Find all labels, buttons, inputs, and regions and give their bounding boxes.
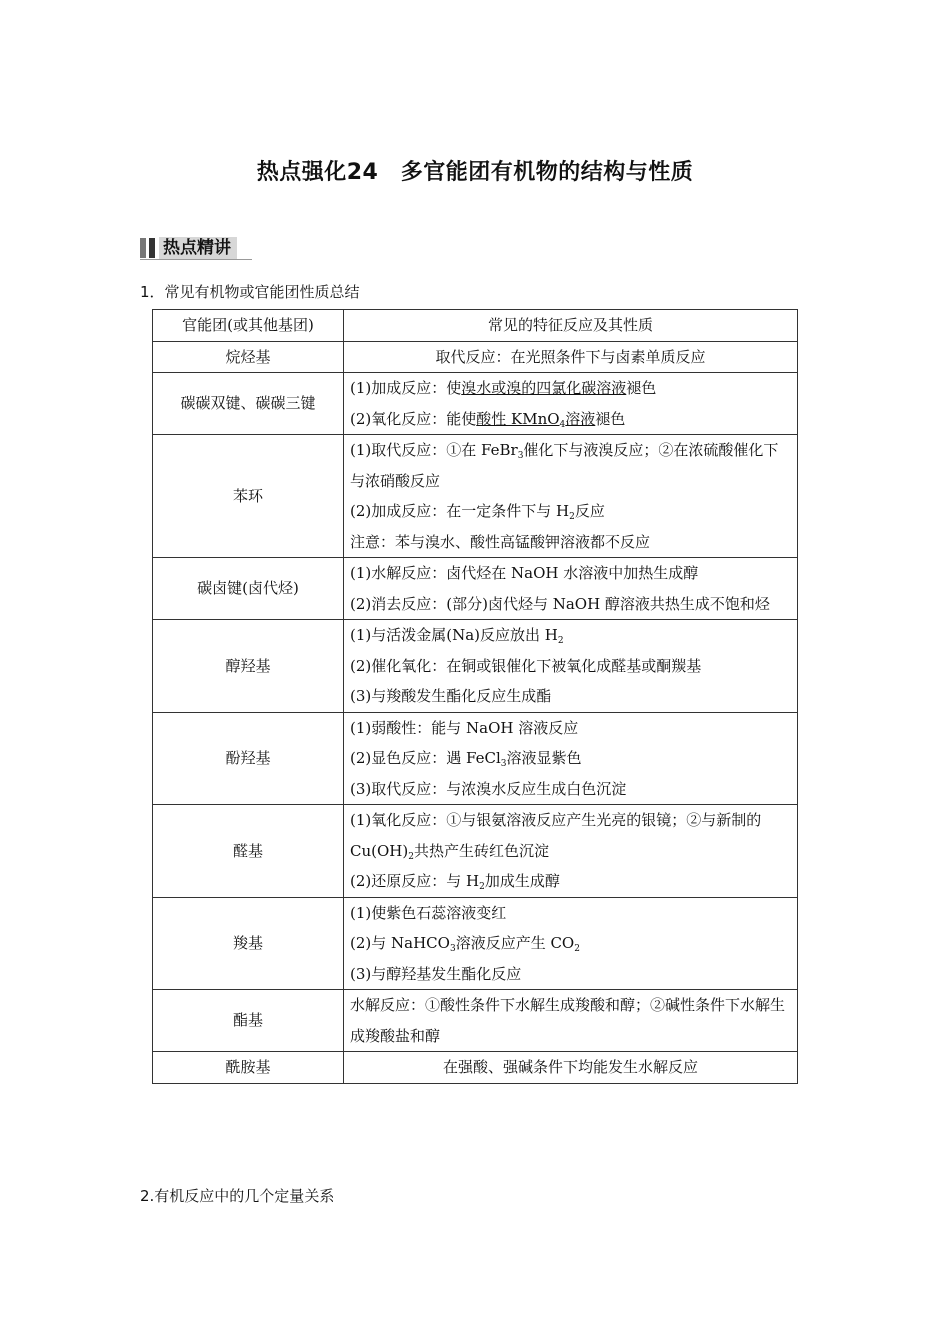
col-header: 常见的特征反应及其性质 bbox=[344, 310, 798, 342]
group-name: 烷烃基 bbox=[153, 341, 344, 373]
group-name: 碳卤键(卤代烃) bbox=[153, 558, 344, 620]
section-bar-icon bbox=[149, 238, 155, 258]
heading-2: 2.有机反应中的几个定量关系 bbox=[140, 1187, 335, 1205]
property-cell: (1)与活泼金属(Na)反应放出 $H_2$ (2)催化氧化：在铜或银催化下被氧化成醛基或酮羰基 (3)与羧酸发生酯化反应生成酯 bbox=[344, 620, 798, 713]
table-row bbox=[153, 558, 798, 620]
table-row bbox=[153, 435, 798, 558]
property-cell: (1)氧化反应：①与银氨溶液反应产生光亮的银镜；②与新制的 $Cu(OH)_2$共热产生砖红色沉淀 (2)还原反应：与 $H_2$加成生成醇 bbox=[344, 805, 798, 898]
section-divider bbox=[140, 259, 252, 260]
table-row bbox=[153, 712, 798, 805]
group-name: 酚羟基 bbox=[153, 712, 344, 805]
section-bar-icon bbox=[140, 238, 146, 258]
heading-1: 1．常见有机物或官能团性质总结 bbox=[140, 283, 360, 301]
group-name: 苯环 bbox=[153, 435, 344, 558]
property-cell: (1)弱酸性：能与 NaOH 溶液反应 (2)显色反应：遇 FeCl$_3$溶液显紫色 (3)取代反应：与浓溴水反应生成白色沉淀 bbox=[344, 712, 798, 805]
functional-group-table bbox=[152, 309, 798, 1084]
table-row bbox=[153, 341, 798, 373]
table-row bbox=[153, 1052, 798, 1084]
table-row bbox=[153, 990, 798, 1052]
property-cell: (1)使紫色石蕊溶液变红 (2)与 NaHCO$_3$溶液反应产生 $CO_2$ (3)与醇羟基发生酯化反应 bbox=[344, 897, 798, 990]
group-name: 醇羟基 bbox=[153, 620, 344, 713]
group-name: 酰胺基 bbox=[153, 1052, 344, 1084]
table-header-row bbox=[153, 310, 798, 342]
property-cell: 取代反应：在光照条件下与卤素单质反应 bbox=[344, 341, 798, 373]
property-cell: (1)水解反应：卤代烃在 NaOH 水溶液中加热生成醇 (2)消去反应：(部分)卤代烃与 NaOH 醇溶液共热生成不饱和烃 bbox=[344, 558, 798, 620]
property-cell: 水解反应：①酸性条件下水解生成羧酸和醇；②碱性条件下水解生成羧酸盐和醇 bbox=[344, 990, 798, 1052]
table-row bbox=[153, 897, 798, 990]
property-cell: (1)加成反应：使溴水或溴的四氯化碳溶液褪色 (2)氧化反应：能使酸性 KMnO$_4$溶液褪色 bbox=[344, 373, 798, 435]
table-row bbox=[153, 373, 798, 435]
group-name: 羧基 bbox=[153, 897, 344, 990]
col-header: 官能团(或其他基团) bbox=[153, 310, 344, 342]
group-name: 酯基 bbox=[153, 990, 344, 1052]
page-title: 热点强化24 多官能团有机物的结构与性质 bbox=[256, 160, 694, 185]
property-cell: 在强酸、强碱条件下均能发生水解反应 bbox=[344, 1052, 798, 1084]
table-row bbox=[153, 620, 798, 713]
table-row bbox=[153, 805, 798, 898]
group-name: 碳碳双键、碳碳三键 bbox=[153, 373, 344, 435]
section-label: 热点精讲 bbox=[159, 237, 237, 259]
group-name: 醛基 bbox=[153, 805, 344, 898]
section-tag bbox=[140, 236, 237, 260]
property-cell: (1)取代反应：①在 FeBr$_3$催化下与液溴反应；②在浓硫酸催化下与浓硝酸反应 (2)加成反应：在一定条件下与 $H_2$反应 注意：苯与溴水、酸性高锰酸钾溶液都不反应 bbox=[344, 435, 798, 558]
